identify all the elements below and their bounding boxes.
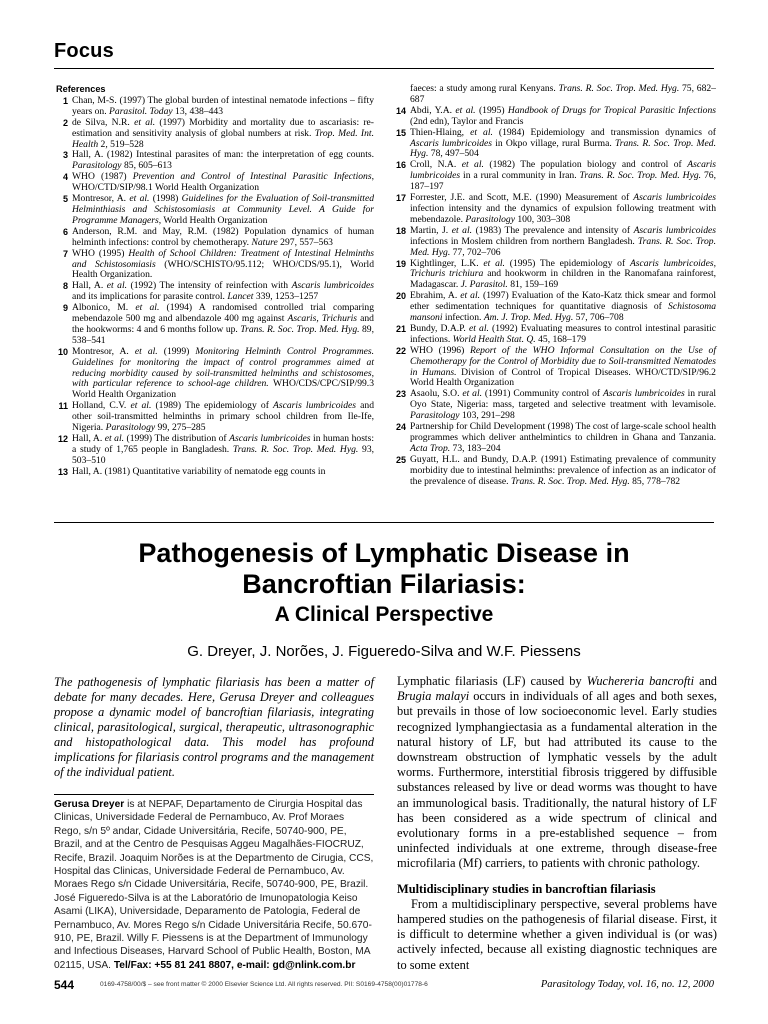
reference-text: Anderson, R.M. and May, R.M. (1982) Population dynamics of human helminth infections: control by chemotherapy. Nature 297, 557–563	[72, 225, 374, 248]
reference-entry	[56, 281, 374, 303]
reference-number: 21	[395, 323, 406, 334]
reference-entry	[56, 194, 374, 227]
author-affiliations	[54, 798, 374, 972]
reference-text: Abdi, Y.A. et al. (1995) Handbook of Drugs for Tropical Parasitic Infections (2nd edn), Taylor and Francis	[410, 104, 716, 127]
reference-text: Hall, A. (1982) Intestinal parasites of man: the interpretation of egg counts. Parasitology 85, 605–613	[72, 149, 374, 172]
reference-text: Montresor, A. et al. (1999) Monitoring Helminth Control Programmes. Guidelines for monitoring the impact of control programmes aimed at reducing morbidity caused by soil-transmitted helminths and schistosomes, with particular reference to school-age children. WHO/CDS/CPC/SIP/99.3 World Health Organization	[72, 345, 375, 401]
reference-entry	[394, 291, 716, 324]
journal-citation: Parasitology Today, vol. 16, no. 12, 2000	[540, 979, 714, 990]
reference-entry	[56, 434, 374, 467]
affiliation-contact: Tel/Fax: +55 81 241 8807, e-mail: gd@nlink.com.br	[111, 959, 356, 971]
references-right-column	[394, 84, 716, 488]
section-divider	[54, 522, 714, 523]
reference-text: Bundy, D.A.P. et al. (1992) Evaluating measures to control intestinal parasitic infections. World Health Stat. Q. 45, 168–179	[410, 322, 716, 345]
reference-text: Hall, A. et al. (1992) The intensity of reinfection with Ascaris lumbricoides and its implications for parasite control. Lancet 339, 1253–1257	[72, 280, 374, 303]
reference-entry	[394, 389, 716, 422]
reference-entry	[394, 84, 716, 106]
references-left-column	[56, 84, 374, 478]
reference-number: 6	[62, 226, 68, 237]
reference-text: Hall, A. et al. (1999) The distribution of Ascaris lumbricoides in human hosts: a study of 1,765 people in Bangladesh. Trans. R. Soc. Trop. Med. Hyg. 93, 503–510	[72, 433, 375, 466]
reference-entry	[56, 401, 374, 434]
reference-entry	[394, 128, 716, 161]
reference-entry	[394, 346, 716, 390]
reference-number: 10	[57, 346, 68, 357]
article-title	[54, 538, 714, 600]
reference-text: Croll, N.A. et al. (1982) The population biology and control of Ascaris lumbricoides in a rural community in Iran. Trans. R. Soc. Trop. Med. Hyg. 76, 187–197	[410, 159, 716, 193]
reference-text: WHO (1987) Prevention and Control of Intestinal Parasitic Infections, WHO/CTD/SIP/98.1 World Health Organization	[72, 171, 374, 194]
reference-entry	[394, 193, 716, 226]
reference-number: 3	[62, 150, 68, 161]
reference-number: 11	[58, 401, 68, 412]
reference-text: Martin, J. et al. (1983) The prevalence and intensity of Ascaris lumbricoides infections in Moslem children from northern Bangladesh. Trans. R. Soc. Trop. Med. Hyg. 77, 702–706	[410, 224, 716, 258]
reference-text: Kightlinger, L.K. et al. (1995) The epidemiology of Ascaris lumbricoides, Trichuris trichiura and hookworm in children in the Ranomafana rainforest, Madagascar. J. Parasitol. 81, 159–169	[410, 257, 717, 291]
body-paragraph-intro: Lymphatic filariasis (LF) caused by Wuchereria bancrofti and Brugia malayi occurs in individuals of all ages and both sexes, but prevails in those of low socioeconomic level. Early studies recognized lymphangiectasia as a fundamental alteration in the natural history of LF, but had attributed its cause to the downstream obstruction of lymphatic vessels by the adult worms. Furthermore, interstitial fibrosis triggered by diffusible substances released by live or dead worms was thought to have an immunological basis. Traditionally, the natural history of LF has been considered as a wide spectrum of clinical and evolutionary forms in a pre-established sequence – from uninfected individuals at one extreme, through disease-free microfilaria (Mf) carriers, to patients with chronic pathology.	[397, 674, 717, 871]
reference-number: 9	[62, 303, 68, 314]
reference-text: Albonico, M. et al. (1994) A randomised controlled trial comparing mebendazole 500 mg and albendazole 400 mg against Ascaris, Trichuris and the hookworms: 4 and 6 months follow up. Trans. R. Soc. Trop. Med. Hyg. 89, 538–541	[72, 302, 374, 346]
reference-number: 2	[62, 117, 68, 128]
reference-number: 12	[57, 434, 68, 444]
reference-text: Partnership for Child Development (1998) The cost of large-scale school health programmes which deliver anthelmintics to children in Ghana and Tanzania. Acta Trop. 73, 183–204	[410, 421, 716, 454]
reference-number: 7	[62, 248, 68, 259]
reference-text: Chan, M-S. (1997) The global burden of intestinal nematode infections – fifty years on. Parasitol. Today 13, 438–443	[72, 94, 374, 117]
reference-entry	[394, 226, 716, 259]
article-title-line-1: Pathogenesis of Lymphatic Disease in	[138, 538, 630, 568]
reference-entry	[56, 118, 374, 151]
reference-text: Forrester, J.E. and Scott, M.E. (1990) Measurement of Ascaris lumbricoides infection intensity and the dynamics of expulsion following treatment with mebendazole. Parasitology 100, 303–308	[410, 192, 716, 225]
reference-text: Ebrahim, A. et al. (1997) Evaluation of the Kato-Katz thick smear and formol ether sedimentation techniques for quantitative diagnosis of Schistosoma mansoni infection. Am. J. Trop. Med. Hyg. 57, 706–708	[410, 290, 716, 324]
reference-number: 16	[395, 160, 406, 171]
reference-number: 4	[62, 172, 68, 183]
body-section-heading: Multidisciplinary studies in bancroftian filariasis	[397, 881, 656, 896]
reference-entry	[394, 106, 716, 128]
reference-entry	[394, 324, 716, 346]
reference-number: 22	[395, 345, 406, 356]
header-rule	[54, 68, 714, 69]
reference-number: 15	[395, 127, 406, 138]
reference-text: Thien-Hlaing, et al. (1984) Epidemiology and transmission dynamics of Ascaris lumbricoides in Okpo village, rural Burma. Trans. R. Soc. Trop. Med. Hyg. 78, 497–504	[410, 126, 716, 160]
reference-number: 23	[395, 389, 406, 400]
reference-number: 5	[62, 194, 68, 205]
copyright-notice: 0169-4758/00/$ – see front matter © 2000 Elsevier Science Ltd. All rights reserved. PII: S0169-4758(00)01778-6	[100, 981, 428, 988]
reference-entry	[56, 303, 374, 347]
reference-number: 20	[395, 291, 406, 302]
reference-number: 24	[395, 422, 406, 433]
body-paragraph-2: From a multidisciplinary perspective, several problems have hampered studies on the pathogenesis of filarial disease. First, it is difficult to determine whether a given individual is (or was) actively infected, because all existing diagnostic techniques are to some extent	[397, 896, 717, 972]
abstract: The pathogenesis of lymphatic filariasis has been a matter of debate for many decades. Here, Gerusa Dreyer and colleagues propose a dynamic model of bancroftian filariasis, integrating clinical, parasitological, surgical, therapeutic, ultrasonographic and histopathological data. This model has profound implications for filariasis control programs and the management of the individual patient.	[54, 675, 374, 779]
reference-number: 18	[395, 225, 406, 236]
affiliation-lead-author: Gerusa Dreyer	[54, 799, 125, 810]
reference-text: de Silva, N.R. et al. (1997) Morbidity and mortality due to ascariasis: re-estimation and sensitivity analysis of global numbers at risk. Trop. Med. Int. Health 2, 519–528	[72, 116, 375, 150]
reference-entry	[56, 172, 374, 194]
reference-entry	[56, 227, 374, 249]
article-title-line-2: Bancroftian Filariasis:	[242, 569, 526, 599]
reference-entry	[394, 455, 716, 488]
reference-entry	[56, 150, 374, 172]
reference-text: Asaolu, S.O. et al. (1991) Community control of Ascaris lumbricoides in rural Oyo State, Nigeria: mass, targeted and selective treatment with levamisole. Parasitology 103, 291–298	[410, 388, 717, 422]
reference-entry	[394, 422, 716, 455]
reference-entry	[394, 160, 716, 193]
reference-text: Hall, A. (1981) Quantitative variability of nematode egg counts in	[72, 465, 326, 477]
reference-entry	[394, 259, 716, 292]
article-authors: G. Dreyer, J. Norões, J. Figueredo-Silva and W.F. Piessens	[187, 643, 581, 660]
reference-number: 8	[62, 281, 68, 292]
reference-list-right	[394, 84, 716, 488]
reference-text: Guyatt, H.L. and Bundy, D.A.P. (1991) Estimating prevalence of community morbidity due to intestinal helminths: prevalence of infection as an indicator of the prevalence of disease. Trans. R. Soc. Trop. Med. Hyg. 85, 778–782	[410, 453, 716, 487]
article-body	[397, 674, 717, 973]
reference-text: faeces: a study among rural Kenyans. Trans. R. Soc. Trop. Med. Hyg. 75, 682–687	[410, 83, 716, 105]
reference-entry	[56, 467, 374, 478]
reference-number: 19	[395, 258, 406, 269]
reference-text: WHO (1996) Report of the WHO Informal Consultation on the Use of Chemotherapy for the Control of Morbidity due to Soil-transmitted Nematodes in Humans. Division of Control of Tropical Diseases. WHO/CTD/SIP/96.2 World Health Organization	[410, 344, 716, 389]
page-number: 544	[54, 978, 75, 992]
reference-number: 1	[62, 95, 68, 106]
reference-list-left	[56, 96, 374, 478]
reference-text: Holland, C.V. et al. (1989) The epidemiology of Ascaris lumbricoides and other soil-transmitted helminths in primary school children from Ile-Ife, Nigeria. Parasitology 99, 275–285	[72, 400, 374, 434]
reference-text: WHO (1995) Health of School Children: Treatment of Intestinal Helminths and Schistosomiasis (WHO/SCHISTO/95.112; WHO/CDS/95.1), World Health Organization.	[72, 247, 374, 281]
reference-number: 13	[57, 466, 68, 477]
reference-entry	[56, 347, 374, 402]
reference-entry	[56, 96, 374, 118]
section-header: Focus	[54, 40, 114, 62]
affiliation-rule	[54, 794, 374, 795]
reference-number: 25	[395, 454, 406, 465]
references-heading: References	[56, 84, 106, 94]
article-subtitle: A Clinical Perspective	[274, 603, 494, 626]
reference-number: 17	[395, 193, 406, 204]
affiliation-text: is at NEPAF, Departamento de Cirurgia Hospital das Clinicas, Universidade Federal de Pernambuco, Av. Prof Moraes Rego, s/n 5º andar, Cidade Universitária, Recife, 50740-900, PE, Brazil, and at the Centro de Pesquisas Aggeu Magalhães-FIOCRUZ, Recife, Brazil. Joaquim Norões is at the Departmento de Cirugia, CCS, Hospital das Clinicas, Universidade Federal de Pernambuco, Av. Moraes Rego s/n Cidade Universitária, Recife, 50740-900, PE, Brazil. José Figueredo-Silva is at the Laboratório de Imunopatologia Keiso Asami (LIKA), Universidade, Deparamento de Patologia, Federal de Pernambuco, Av. Mores Rego s/n Cidade Universitária Recife, 50.670-910, PE, Brazil. Willy F. Piessens is at the Department of Immunology and Infectious Diseases, Harvard School of Public Health, Boston, MA 02115, USA.	[54, 799, 374, 971]
reference-entry	[56, 249, 374, 282]
reference-text: Montresor, A. et al. (1998) Guidelines for the Evaluation of Soil-transmitted Helminthiasis and Schistosomiasis at Community Level. A Guide for Programme Managers, World Health Organization	[72, 193, 374, 226]
reference-number: 14	[395, 105, 406, 116]
